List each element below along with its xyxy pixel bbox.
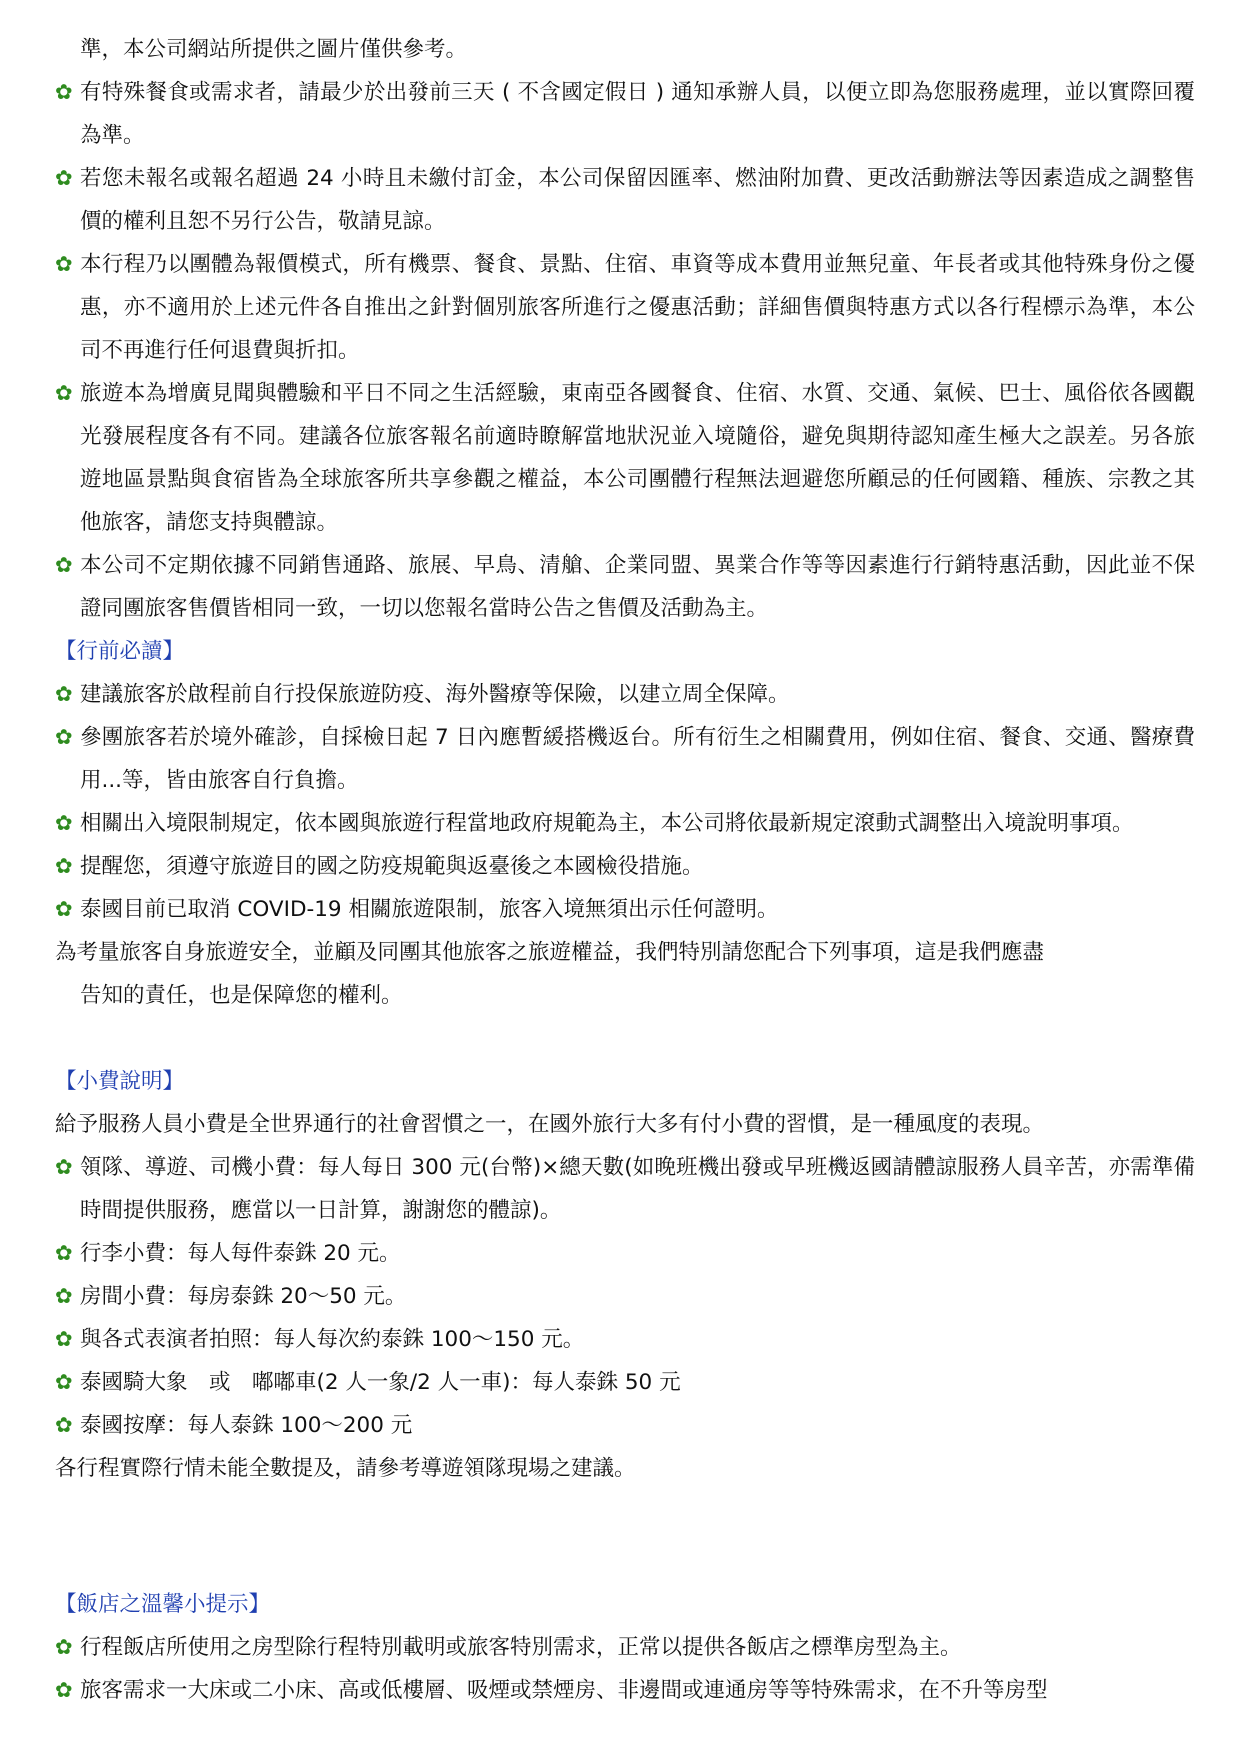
list-item-text: 泰國目前已取消 COVID-19 相關旅遊限制，旅客入境無須出示任何證明。 bbox=[80, 897, 779, 922]
list-item bbox=[55, 1361, 1195, 1404]
flower-icon: ✿ bbox=[55, 682, 73, 706]
section-heading-predeparture: 【行前必讀】 bbox=[55, 639, 185, 664]
section-heading-tips: 【小費說明】 bbox=[55, 1069, 185, 1094]
list-item-text: 提醒您，須遵守旅遊目的國之防疫規範與返臺後之本國檢役措施。 bbox=[80, 854, 704, 879]
flower-icon: ✿ bbox=[55, 1413, 73, 1437]
list-item-text: 與各式表演者拍照：每人每次約泰銖 100～150 元。 bbox=[80, 1327, 585, 1352]
predeparture-list bbox=[55, 673, 1195, 931]
flower-icon: ✿ bbox=[55, 1635, 73, 1659]
tips-closing: 各行程實際行情未能全數提及，請參考導遊領隊現場之建議。 bbox=[55, 1456, 636, 1481]
list-item-text: 相關出入境限制規定，依本國與旅遊行程當地政府規範為主，本公司將依最新規定滾動式調整出入境說明事項。 bbox=[80, 811, 1134, 836]
list-item-text: 行李小費：每人每件泰銖 20 元。 bbox=[80, 1241, 401, 1266]
list-item bbox=[55, 544, 1195, 630]
flower-icon: ✿ bbox=[55, 252, 73, 276]
list-item bbox=[55, 1669, 1195, 1712]
list-item-text: 泰國騎大象 或 嘟嘟車(2 人一象/2 人一車)：每人泰銖 50 元 bbox=[80, 1370, 681, 1395]
flower-icon: ✿ bbox=[55, 1327, 73, 1351]
tips-intro: 給予服務人員小費是全世界通行的社會習慣之一，在國外旅行大多有付小費的習慣，是一種風度的表現。 bbox=[55, 1112, 1045, 1137]
flower-icon: ✿ bbox=[55, 854, 73, 878]
flower-icon: ✿ bbox=[55, 553, 73, 577]
safety-paragraph bbox=[55, 931, 1195, 1017]
list-item bbox=[55, 1232, 1195, 1275]
flower-icon: ✿ bbox=[55, 1678, 73, 1702]
notes-list bbox=[55, 71, 1195, 630]
list-item bbox=[55, 157, 1195, 243]
list-item-text: 房間小費：每房泰銖 20～50 元。 bbox=[80, 1284, 407, 1309]
list-item-text: 參團旅客若於境外確診，自採檢日起 7 日內應暫緩搭機返台。所有衍生之相關費用，例如住宿、餐食、交通、醫療費用...等，皆由旅客自行負擔。 bbox=[80, 725, 1195, 793]
list-item-text: 建議旅客於啟程前自行投保旅遊防疫、海外醫療等保險，以建立周全保障。 bbox=[80, 682, 790, 707]
spacer bbox=[55, 1540, 1195, 1583]
list-item bbox=[55, 1404, 1195, 1447]
list-item bbox=[55, 802, 1195, 845]
tips-list bbox=[55, 1146, 1195, 1447]
list-item-text: 本行程乃以團體為報價模式，所有機票、餐食、景點、住宿、車資等成本費用並無兒童、年長者或其他特殊身份之優惠，亦不適用於上述元件各自推出之針對個別旅客所進行之優惠活動；詳細售價與特惠方式以各行程標示為準，本公司不再進行任何退費與折扣。 bbox=[80, 252, 1195, 363]
list-item bbox=[55, 716, 1195, 802]
list-item bbox=[55, 71, 1195, 157]
list-item bbox=[55, 1626, 1195, 1669]
list-item bbox=[55, 1275, 1195, 1318]
continuation-text bbox=[55, 28, 1195, 71]
flower-icon: ✿ bbox=[55, 1155, 73, 1179]
flower-icon: ✿ bbox=[55, 1241, 73, 1265]
list-item bbox=[55, 845, 1195, 888]
flower-icon: ✿ bbox=[55, 1370, 73, 1394]
section-heading-hotel: 【飯店之溫馨小提示】 bbox=[55, 1592, 271, 1617]
list-item-text: 若您未報名或報名超過 24 小時且未繳付訂金，本公司保留因匯率、燃油附加費、更改活動辦法等因素造成之調整售價的權利且恕不另行公告，敬請見諒。 bbox=[80, 166, 1195, 234]
hotel-list bbox=[55, 1626, 1195, 1712]
list-item-text: 旅客需求一大床或二小床、高或低樓層、吸煙或禁煙房、非邊間或連通房等等特殊需求，在不升等房型 bbox=[80, 1678, 1048, 1703]
list-item-text: 領隊、導遊、司機小費：每人每日 300 元(台幣)×總天數(如晚班機出發或早班機返國請體諒服務人員辛苦，亦需準備時間提供服務，應當以一日計算，謝謝您的體諒)。 bbox=[80, 1155, 1195, 1223]
list-item-text: 泰國按摩：每人泰銖 100～200 元 bbox=[80, 1413, 413, 1438]
flower-icon: ✿ bbox=[55, 811, 73, 835]
continuation-text-content: 準，本公司網站所提供之圖片僅供參考。 bbox=[80, 37, 468, 62]
list-item-text: 有特殊餐食或需求者，請最少於出發前三天 ( 不含國定假日 ) 通知承辦人員，以便立即為您服務處理，並以實際回覆為準。 bbox=[80, 80, 1195, 148]
flower-icon: ✿ bbox=[55, 897, 73, 921]
safety-paragraph-line1: 為考量旅客自身旅遊安全，並顧及同團其他旅客之旅遊權益，我們特別請您配合下列事項，這是我們應盡 bbox=[55, 940, 1045, 965]
list-item-text: 本公司不定期依據不同銷售通路、旅展、早鳥、清艙、企業同盟、異業合作等等因素進行行銷特惠活動，因此並不保證同團旅客售價皆相同一致，一切以您報名當時公告之售價及活動為主。 bbox=[80, 553, 1195, 621]
flower-icon: ✿ bbox=[55, 1284, 73, 1308]
list-item bbox=[55, 1318, 1195, 1361]
list-item-text: 旅遊本為增廣見聞與體驗和平日不同之生活經驗，東南亞各國餐食、住宿、水質、交通、氣候、巴士、風俗依各國觀光發展程度各有不同。建議各位旅客報名前適時瞭解當地狀況並入境隨俗，避免與期待認知產生極大之誤差。另各旅遊地區景點與食宿皆為全球旅客所共享參觀之權益，本公司團體行程無法迴避您所顧忌的任何國籍、種族、宗教之其他旅客，請您支持與體諒。 bbox=[80, 381, 1195, 535]
list-item-text: 行程飯店所使用之房型除行程特別載明或旅客特別需求，正常以提供各飯店之標準房型為主。 bbox=[80, 1635, 962, 1660]
list-item bbox=[55, 1146, 1195, 1232]
safety-paragraph-line2: 告知的責任，也是保障您的權利。 bbox=[80, 983, 403, 1008]
flower-icon: ✿ bbox=[55, 80, 73, 104]
spacer bbox=[55, 1017, 1195, 1060]
list-item bbox=[55, 243, 1195, 372]
list-item bbox=[55, 888, 1195, 931]
spacer bbox=[55, 1490, 1195, 1540]
list-item bbox=[55, 673, 1195, 716]
flower-icon: ✿ bbox=[55, 725, 73, 749]
flower-icon: ✿ bbox=[55, 166, 73, 190]
document-body bbox=[55, 28, 1195, 1712]
list-item bbox=[55, 372, 1195, 544]
flower-icon: ✿ bbox=[55, 381, 73, 405]
